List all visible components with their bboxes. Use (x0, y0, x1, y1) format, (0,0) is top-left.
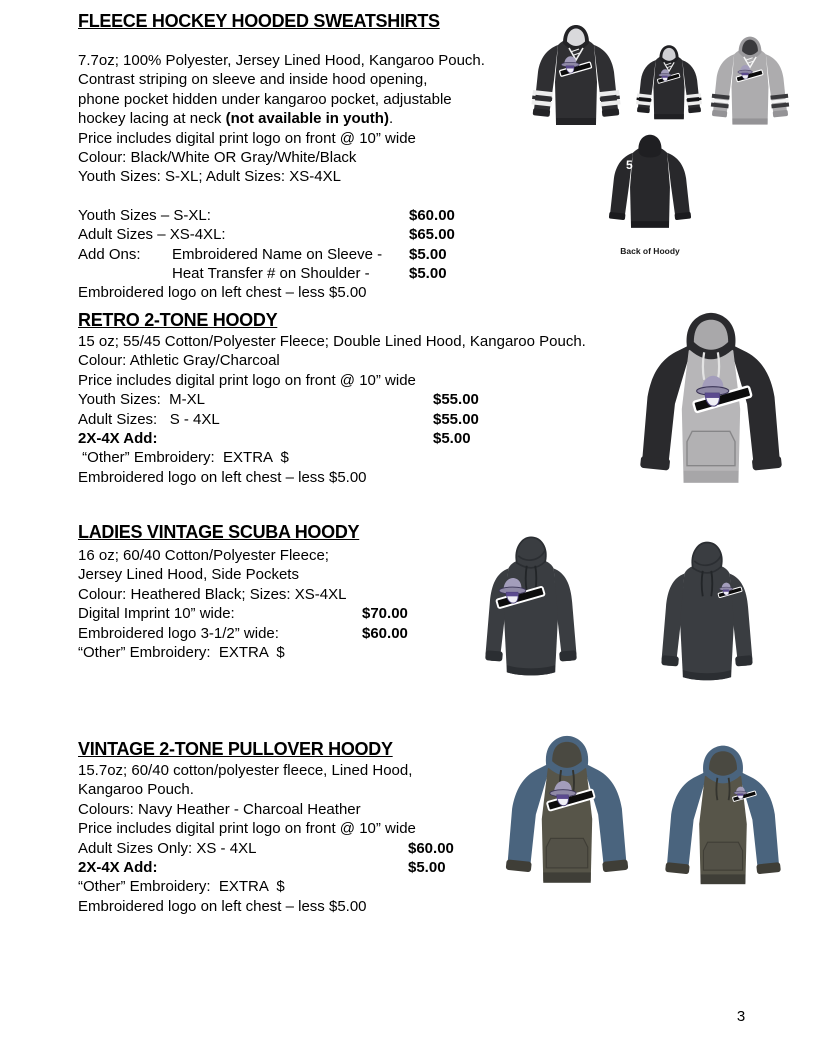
product-photo-retro-2-tone-hoody (624, 306, 798, 512)
product-photo-scuba-hoody-chest-logo (626, 534, 788, 704)
product-photo-hoodie-back (600, 130, 700, 244)
product-photo-scuba-hoody-large-logo (460, 516, 602, 712)
section-retro-2-tone (78, 311, 653, 487)
price-label: Heat Transfer # on Shoulder - (172, 265, 370, 283)
price-value: $5.00 (408, 859, 446, 877)
description-line: Colours: Navy Heather - Charcoal Heather (78, 800, 361, 818)
price-value: $65.00 (409, 226, 455, 244)
price-label: Adult Sizes – XS-4XL: (78, 226, 226, 244)
back-of-hoody-caption: Back of Hoody (620, 246, 680, 256)
product-photo-hockey-hoodie-black-medium (632, 34, 706, 138)
description-line: phone pocket hidden under kangaroo pocket, adjustable (78, 90, 452, 108)
price-value: $70.00 (362, 605, 408, 623)
price-note: Embroidered logo on left chest – less $5.00 (78, 897, 367, 915)
description-line: Colour: Athletic Gray/Charcoal (78, 352, 280, 370)
price-label: Embroidered Name on Sleeve - (172, 245, 383, 263)
price-label: 2X-4X Add: (78, 859, 158, 877)
section-title: RETRO 2-TONE HOODY (78, 310, 278, 330)
price-note: “Other” Embroidery: EXTRA $ (78, 644, 285, 662)
price-row (78, 429, 653, 448)
price-note: “Other” Embroidery: EXTRA $ (78, 878, 285, 896)
product-photo-hockey-hoodie-gray (706, 32, 794, 138)
description-line: Colour: Black/White OR Gray/White/Black (78, 149, 357, 167)
description-line: Kangaroo Pouch. (78, 781, 194, 799)
price-label: Embroidered logo 3-1/2” wide: (78, 624, 279, 642)
section-title: VINTAGE 2-TONE PULLOVER HOODY (78, 739, 393, 759)
price-row (78, 245, 653, 264)
price-value: $5.00 (433, 430, 471, 448)
price-label: 2X-4X Add: (78, 430, 158, 448)
price-row (78, 264, 653, 283)
price-list (78, 206, 653, 303)
product-photo-hockey-hoodie-black-large (526, 20, 626, 140)
price-value: $60.00 (409, 206, 455, 224)
back-shoulder-number: 5 (626, 158, 633, 172)
description-line: Jersey Lined Hood, Side Pockets (78, 566, 299, 584)
price-row (78, 206, 653, 225)
product-photo-vintage-2-tone-chest-logo (648, 740, 798, 908)
price-list (78, 390, 653, 487)
section-description (78, 332, 653, 390)
price-label: Adult Sizes Only: XS - 4XL (78, 839, 257, 857)
price-label: Youth Sizes – S-XL: (78, 206, 211, 224)
description-line: Price includes digital print logo on front @ 10” wide (78, 371, 416, 389)
price-value: $5.00 (409, 265, 447, 283)
price-note: Embroidered logo on left chest – less $5.00 (78, 468, 367, 486)
price-note: Embroidered logo on left chest – less $5.00 (78, 284, 367, 302)
description-line: 16 oz; 60/40 Cotton/Polyester Fleece; (78, 547, 329, 564)
price-value: $55.00 (433, 391, 479, 409)
description-line: 15 oz; 55/45 Cotton/Polyester Fleece; Double Lined Hood, Kangaroo Pouch. (78, 333, 586, 350)
price-row (78, 410, 653, 429)
price-value: $5.00 (409, 245, 447, 263)
price-note: “Other” Embroidery: EXTRA $ (78, 449, 289, 467)
price-value: $60.00 (362, 624, 408, 642)
description-line: 15.7oz; 60/40 cotton/polyester fleece, Lined Hood, (78, 762, 413, 779)
section-title: LADIES VINTAGE SCUBA HOODY (78, 522, 360, 542)
description-line: Youth Sizes: S-XL; Adult Sizes: XS-4XL (78, 168, 341, 186)
description-line: Price includes digital print logo on front @ 10” wide (78, 129, 416, 147)
description-line: Contrast striping on sleeve and inside hood opening, (78, 71, 428, 89)
price-label: Adult Sizes: S - 4XL (78, 410, 220, 428)
price-value: $55.00 (433, 410, 479, 428)
price-row (78, 225, 653, 244)
product-photo-vintage-2-tone-large-logo (486, 730, 648, 908)
price-label: Youth Sizes: M-XL (78, 391, 206, 409)
price-prefix: Add Ons: (78, 245, 141, 263)
description-line: hockey lacing at neck (not available in youth). (78, 110, 394, 128)
description-line: Colour: Heathered Black; Sizes: XS-4XL (78, 585, 347, 603)
description-line: Price includes digital print logo on front @ 10” wide (78, 820, 416, 838)
description-line: 7.7oz; 100% Polyester, Jersey Lined Hood, Kangaroo Pouch. (78, 52, 485, 69)
price-value: $60.00 (408, 839, 454, 857)
price-label: Digital Imprint 10” wide: (78, 605, 235, 623)
section-title: FLEECE HOCKEY HOODED SWEATSHIRTS (78, 11, 440, 31)
price-prefix (78, 264, 172, 283)
page-number: 3 (736, 1008, 746, 1025)
price-row (78, 390, 653, 409)
